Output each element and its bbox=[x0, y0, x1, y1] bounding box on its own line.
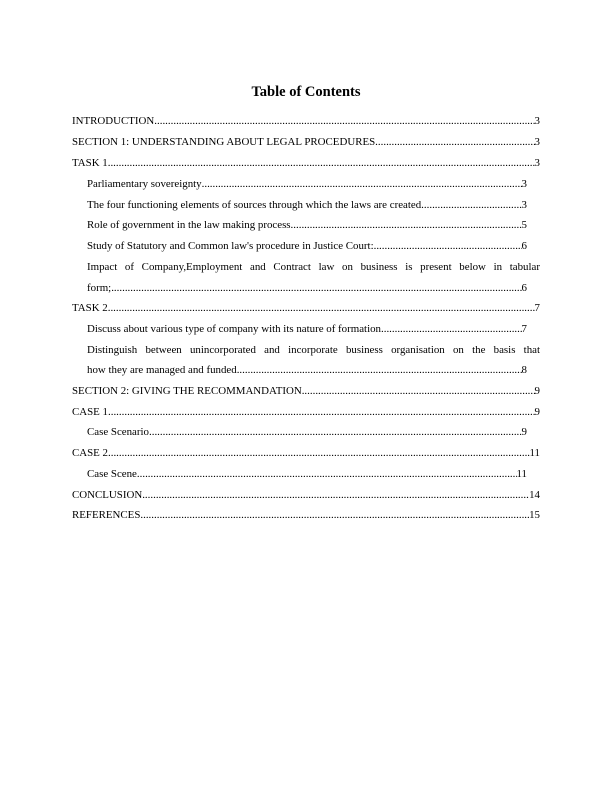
toc-entry-label: CASE 1 bbox=[72, 406, 109, 418]
toc-leader-dots bbox=[108, 406, 535, 419]
toc-entry-conclusion[interactable] bbox=[72, 489, 540, 502]
toc-entry-label: REFERENCES bbox=[72, 509, 141, 521]
toc-leader-dots bbox=[108, 157, 535, 170]
toc-entry-section-1[interactable] bbox=[72, 136, 540, 149]
toc-entry-label: Case Scenario bbox=[87, 426, 149, 438]
toc-page-number: 3 bbox=[521, 178, 527, 190]
toc-page-number: 3 bbox=[521, 199, 527, 211]
toc-entry-label: TASK 1 bbox=[72, 157, 108, 169]
toc-entry-label: form; bbox=[87, 282, 112, 294]
toc-entry-case-scene[interactable] bbox=[87, 468, 527, 481]
toc-page-number: 3 bbox=[534, 115, 540, 127]
toc-entry-label: Case Scene bbox=[87, 468, 137, 480]
toc-leader-dots bbox=[137, 468, 517, 481]
toc-leader-dots bbox=[111, 282, 521, 295]
toc-leader-dots bbox=[291, 219, 522, 232]
toc-entry-introduction[interactable] bbox=[72, 115, 540, 128]
toc-page-number: 6 bbox=[521, 282, 527, 294]
toc-leader-dots bbox=[108, 302, 535, 315]
toc-page-number: 11 bbox=[516, 468, 527, 480]
toc-page-number: 9 bbox=[521, 426, 527, 438]
toc-page-number: 7 bbox=[521, 323, 527, 335]
toc-entry-impact-of-laws-line1[interactable]: Impact of Company,Employment and Contract law on business is present below in tabular bbox=[87, 261, 540, 273]
toc-entry-label: SECTION 2: GIVING THE RECOMMANDATION bbox=[72, 385, 302, 397]
toc-page-number: 11 bbox=[529, 447, 540, 459]
toc-leader-dots bbox=[202, 178, 522, 191]
toc-entry-label: Discuss about various type of company with its nature of formation bbox=[87, 323, 381, 335]
toc-leader-dots bbox=[149, 426, 522, 439]
toc-entry-label: Study of Statutory and Common law's procedure in Justice Court: bbox=[87, 240, 374, 252]
toc-leader-dots bbox=[421, 199, 521, 212]
toc-leader-dots bbox=[154, 115, 534, 128]
toc-entry-label: Parliamentary sovereignty bbox=[87, 178, 202, 190]
toc-entry-task-2[interactable] bbox=[72, 302, 540, 315]
toc-page-number: 7 bbox=[534, 302, 540, 314]
toc-entry-case-scenario[interactable] bbox=[87, 426, 527, 439]
toc-entry-label: The four functioning elements of sources through which the laws are created bbox=[87, 199, 422, 211]
toc-leader-dots bbox=[108, 447, 529, 460]
toc-entry-distinguish-line1[interactable]: Distinguish between unincorporated and incorporate business organisation on the basis that bbox=[87, 344, 540, 356]
toc-entry-statutory-common-law[interactable] bbox=[87, 240, 527, 253]
toc-entry-types-of-company[interactable] bbox=[87, 323, 527, 336]
toc-entry-label: TASK 2 bbox=[72, 302, 108, 314]
toc-leader-dots bbox=[237, 364, 522, 377]
toc-page-number: 8 bbox=[521, 364, 527, 376]
toc-entry-case-2[interactable] bbox=[72, 447, 540, 460]
toc-title: Table of Contents bbox=[251, 84, 361, 100]
toc-entry-distinguish-organisations[interactable] bbox=[87, 364, 527, 377]
toc-entry-section-2[interactable] bbox=[72, 385, 540, 398]
toc-entry-label: Role of government in the law making process bbox=[87, 219, 291, 231]
toc-page-number: 3 bbox=[534, 157, 540, 169]
toc-entry-task-1[interactable] bbox=[72, 157, 540, 170]
toc-page-number: 3 bbox=[534, 136, 540, 148]
toc-page-number: 14 bbox=[529, 489, 540, 501]
toc-page-number: 5 bbox=[521, 219, 527, 231]
toc-entry-label: SECTION 1: UNDERSTANDING ABOUT LEGAL PROCEDURES bbox=[72, 136, 376, 148]
toc-leader-dots bbox=[142, 489, 529, 502]
toc-page-number: 9 bbox=[534, 406, 540, 418]
toc-leader-dots bbox=[381, 323, 522, 336]
toc-entry-label: how they are managed and funded bbox=[87, 364, 237, 376]
toc-entry-four-functioning-elements[interactable] bbox=[87, 199, 527, 212]
toc-entry-parliamentary-sovereignty[interactable] bbox=[87, 178, 527, 191]
toc-entry-impact-of-laws[interactable] bbox=[87, 282, 527, 295]
toc-entry-references[interactable] bbox=[72, 509, 540, 522]
toc-entry-case-1[interactable] bbox=[72, 406, 540, 419]
toc-leader-dots bbox=[374, 240, 522, 253]
toc-entry-label: CASE 2 bbox=[72, 447, 109, 459]
toc-entry-label: INTRODUCTION bbox=[72, 115, 155, 127]
toc-page-number: 6 bbox=[521, 240, 527, 252]
toc-entry-label: CONCLUSION bbox=[72, 489, 143, 501]
toc-leader-dots bbox=[375, 136, 534, 149]
toc-page-number: 9 bbox=[534, 385, 540, 397]
toc-page-number: 15 bbox=[529, 509, 540, 521]
toc-entry-role-of-government[interactable] bbox=[87, 219, 527, 232]
toc-leader-dots bbox=[302, 385, 535, 398]
toc-leader-dots bbox=[140, 509, 529, 522]
